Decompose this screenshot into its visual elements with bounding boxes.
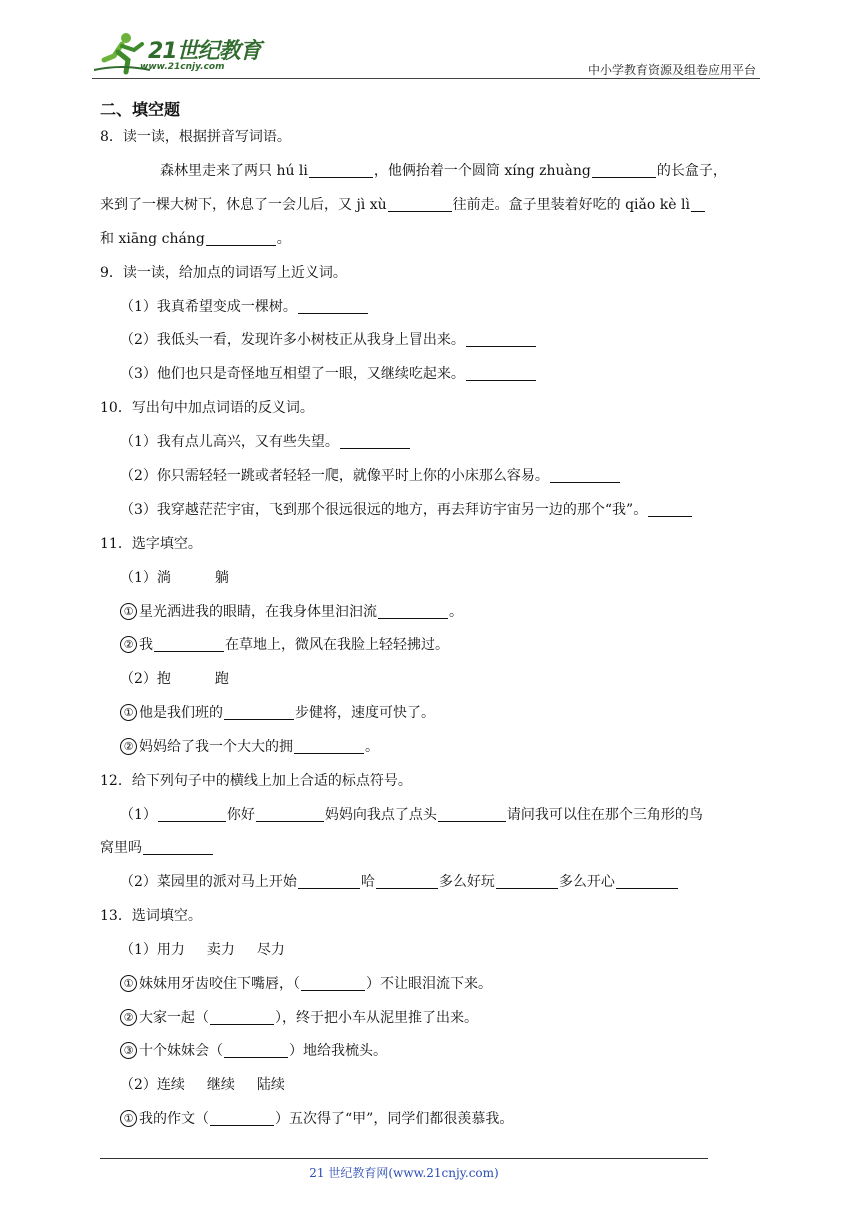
answer-blank[interactable] [224,1041,288,1058]
q13-group-1: （1）用力 卖力 尽力 [120,942,285,958]
answer-blank[interactable] [298,872,360,889]
answer-blank[interactable] [158,805,226,822]
answer-blank[interactable] [388,195,452,212]
answer-blank[interactable] [378,602,448,619]
marker-1: ① [120,975,137,992]
answer-blank[interactable] [592,161,656,178]
q10-item-3: （3）我穿越茫茫宇宙，飞到那个很远很远的地方，再去拜访宇宙另一边的那个“我”。 [120,500,693,520]
q8-line-1: 森林里走来了两只 hú li ，他俩抬着一个圆筒 xíng zhuàng 的长盒子， [160,163,727,179]
answer-blank[interactable] [616,872,678,889]
site-logo [92,30,272,76]
q12-title: 12．给下列句子中的横线上加上合适的标点符号。 [100,773,412,789]
q11-group-1: （1）淌 躺 [120,570,229,586]
q12-line-2: 窝里吗 [100,838,214,858]
answer-blank[interactable] [691,195,705,212]
q9-item-3: （3）他们也只是奇怪地互相望了一眼，又继续吃起来。 [120,364,537,384]
platform-name: 中小学教育资源及组卷应用平台 [587,63,756,77]
page-header [92,30,760,80]
answer-blank[interactable] [376,872,438,889]
q10-item-1: （1）我有点儿高兴，又有些失望。 [120,432,411,452]
q11-sentence-4: ② 妈妈给了我一个大大的拥 。 [120,737,379,757]
q11-sentence-3: ① 他是我们班的 步健将，速度可快了。 [120,703,435,723]
q12-line-3: （2）菜园里的派对马上开始 哈 多么好玩 多么开心 [120,872,679,892]
q12-line-1: （1） 你好 妈妈向我点了点头 请问我可以住在那个三角形的鸟 [120,807,703,823]
logo-url: www.21cnjy.com [140,62,225,72]
answer-blank[interactable] [210,1008,274,1025]
logo-title: 21世纪教育 [148,39,261,64]
answer-blank[interactable] [648,500,692,517]
q13-sentence-1: ① 妹妹用牙齿咬住下嘴唇，（ ）不让眼泪流下来。 [120,974,492,994]
answer-blank[interactable] [206,229,276,246]
answer-blank[interactable] [466,364,536,381]
q8-title: 8．读一读，根据拼音写词语。 [100,129,291,145]
marker-1: ① [120,704,137,721]
answer-blank[interactable] [301,974,365,991]
footer-divider [100,1158,708,1159]
marker-2: ② [120,1009,137,1026]
q13-sentence-4: ① 我的作文（ ）五次得了“甲”，同学们都很羡慕我。 [120,1109,513,1129]
answer-blank[interactable] [210,1109,274,1126]
header-divider [92,78,760,79]
q11-title: 11．选字填空。 [100,536,202,552]
q11-sentence-2: ② 我 在草地上，微风在我脸上轻轻拂过。 [120,635,449,655]
answer-blank[interactable] [309,161,373,178]
q8-line-2: 来到了一棵大树下，休息了一会儿后，又 jì xù 往前走。盒子里装着好吃的 qiǎo kè lì [100,195,706,215]
q11-group-2: （2）抱 跑 [120,671,229,687]
q9-title: 9．读一读，给加点的词语写上近义词。 [100,265,347,281]
marker-1: ① [120,1110,137,1127]
q13-sentence-3: ③ 十个妹妹会（ ）地给我梳头。 [120,1041,387,1061]
q13-title: 13．选词填空。 [100,908,202,924]
marker-3: ③ [120,1042,137,1059]
answer-blank[interactable] [298,297,368,314]
answer-blank[interactable] [294,737,364,754]
q10-title: 10．写出句中加点词语的反义词。 [100,400,314,416]
q13-group-2: （2）连续 继续 陆续 [120,1077,285,1093]
answer-blank[interactable] [154,635,224,652]
q13-sentence-2: ② 大家一起（ ），终于把小车从泥里推了出来。 [120,1008,478,1028]
answer-blank[interactable] [340,432,410,449]
marker-2: ② [120,636,137,653]
answer-blank[interactable] [466,330,536,347]
q9-item-1: （1）我真希望变成一棵树。 [120,297,369,317]
section-title: 二、填空题 [100,100,181,119]
q11-sentence-1: ① 星光洒进我的眼睛，在我身体里汩汩流 。 [120,602,463,622]
answer-blank[interactable] [438,805,506,822]
answer-blank[interactable] [550,466,620,483]
q8-line-3: 和 xiāng cháng 。 [100,231,291,247]
marker-2: ② [120,738,137,755]
answer-blank[interactable] [224,703,294,720]
answer-blank[interactable] [143,838,213,855]
answer-blank[interactable] [496,872,558,889]
answer-blank[interactable] [256,805,324,822]
footer-text: 21 世纪教育网(www.21cnjy.com) [309,1166,499,1180]
q10-item-2: （2）你只需轻轻一跳或者轻轻一爬，就像平时上你的小床那么容易。 [120,466,621,486]
marker-1: ① [120,603,137,620]
q9-item-2: （2）我低头一看，发现许多小树枝正从我身上冒出来。 [120,330,537,350]
